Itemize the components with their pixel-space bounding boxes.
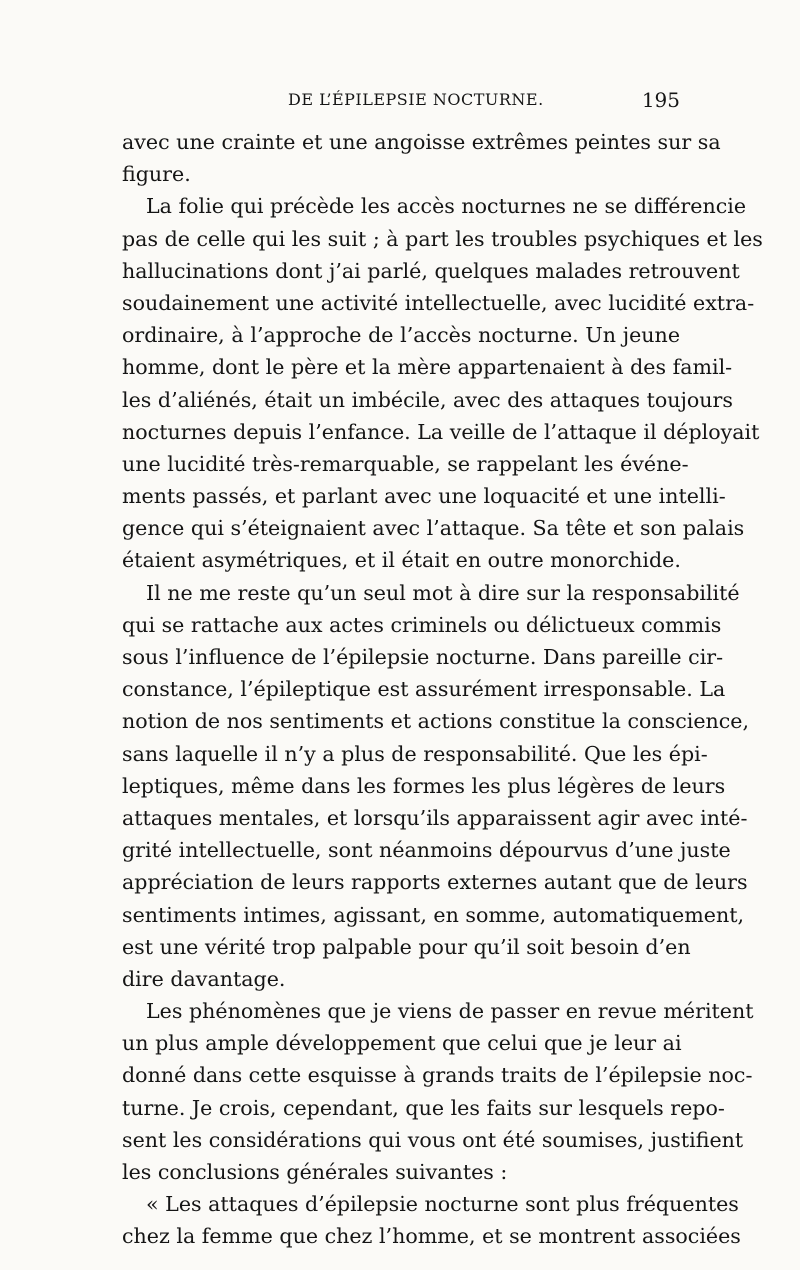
text-line: Il ne me reste qu’un seul mot à dire sur la responsabilité [146,580,740,605]
text-line: Les phénomènes que je viens de passer en revue méritent [146,999,754,1024]
text-line: étaient asymétriques, et il était en outre monorchide. [122,548,681,573]
text-line: une lucidité très-remarquable, se rappelant les événe- [122,451,689,476]
text-line: les conclusions générales suivantes : [122,1160,508,1184]
text-line: sous l’influence de l’épilepsie nocturne. Dans pareille cir- [122,645,724,669]
text-line: donné dans cette esquisse à grands traits de l’épilepsie noc- [122,1063,753,1088]
text-line: nocturnes depuis l’enfance. La veille de l’attaque il déployait [122,419,760,444]
page-header [122,90,680,118]
text-line: attaques mentales, et lorsqu’ils apparaissent agir avec inté- [122,805,748,830]
text-line: constance, l’épileptique est assurément irresponsable. La [122,677,726,702]
text-line: figure. [122,162,191,187]
body-text [122,126,763,1253]
text-line: soudainement une activité intellectuelle, avec lucidité extra- [122,290,755,315]
text-line: avec une crainte et une angoisse extrêmes peintes sur sa [122,130,721,154]
text-line: appréciation de leurs rapports externes autant que de leurs [122,870,748,895]
running-title: DE L’ÉPILEPSIE NOCTURNE. [288,90,544,109]
text-line: un plus ample développement que celui que je leur ai [122,1031,682,1056]
text-line: pas de celle qui les suit ; à part les troubles psychiques et les [122,226,763,251]
text-line: notion de nos sentiments et actions constitue la conscience, [122,709,750,734]
text-line: dire davantage. [122,966,286,991]
text-line: turne. Je crois, cependant, que les faits sur lesquels repo- [122,1095,725,1120]
text-line: hallucinations dont j’ai parlé, quelques malades retrouvent [122,258,740,283]
text-line: ordinaire, à l’approche de l’accès nocturne. Un jeune [122,323,680,348]
text-line: les d’aliénés, était un imbécile, avec des attaques toujours [122,387,733,412]
text-line: ments passés, et parlant avec une loquacité et une intelli- [122,484,726,509]
text-line: qui se rattache aux actes criminels ou délictueux commis [122,612,722,637]
text-line: « Les attaques d’épilepsie nocturne sont plus fréquentes [146,1192,739,1217]
text-line: gence qui s’éteignaient avec l’attaque. Sa tête et son palais [122,516,745,541]
text-line: sans laquelle il n’y a plus de responsabilité. Que les épi- [122,741,708,766]
text-line: homme, dont le père et la mère appartenaient à des famil- [122,355,733,380]
text-line: est une vérité trop palpable pour qu’il soit besoin d’en [122,934,691,959]
text-line: sentiments intimes, agissant, en somme, automatiquement, [122,902,745,927]
text-line: chez la femme que chez l’homme, et se montrent associées [122,1224,741,1249]
text-line: grité intellectuelle, sont néanmoins dépourvus d’une juste [122,838,731,863]
text-line: sent les considérations qui vous ont été soumises, justifient [122,1127,744,1152]
text-line: La folie qui précède les accès nocturnes ne se différencie [146,194,747,219]
text-line: leptiques, même dans les formes les plus légères de leurs [122,773,726,798]
page-number: 195 [641,88,680,112]
